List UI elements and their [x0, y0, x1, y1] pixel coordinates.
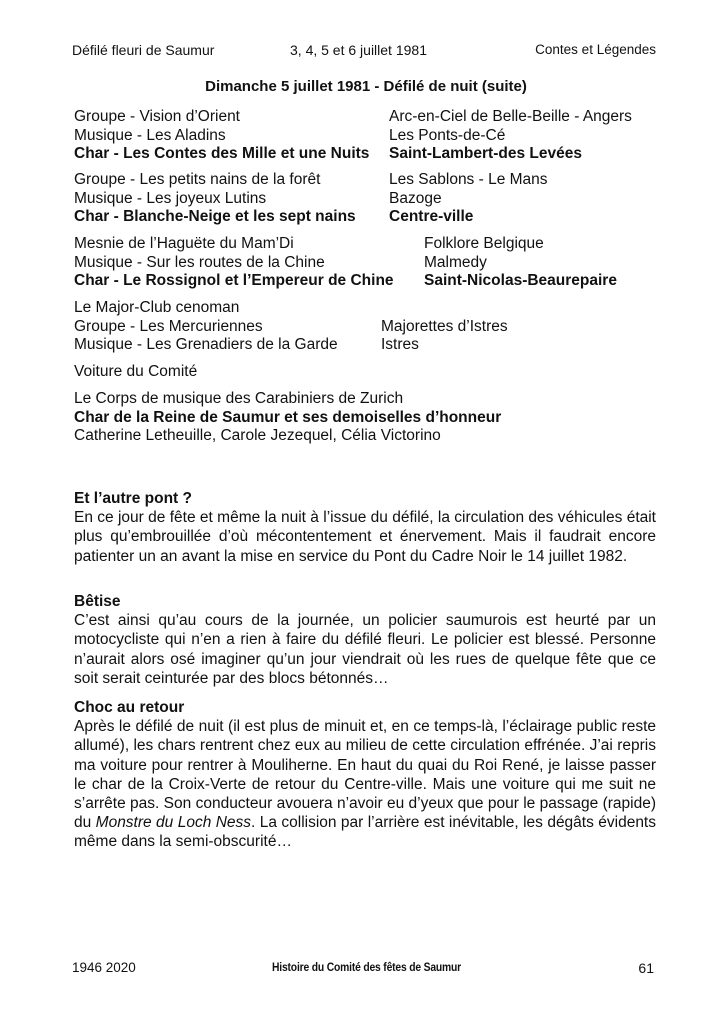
entry-left: Char - Le Rossignol et l’Empereur de Chine [74, 272, 394, 289]
page-title: Dimanche 5 juillet 1981 - Défilé de nuit (suite) [205, 78, 527, 95]
entry-left: Groupe - Les petits nains de la forêt [74, 171, 321, 188]
entry-left: Musique - Les Aladins [74, 126, 226, 144]
entry-right: Majorettes d’Istres [381, 317, 508, 335]
entry-left: Catherine Letheuille, Carole Jezequel, Célia Victorino [74, 427, 441, 444]
programme-block-1 [74, 108, 654, 164]
entry-left: Groupe - Les Mercuriennes [74, 317, 263, 335]
entry-left: Musique - Les joyeux Lutins [74, 189, 267, 207]
entry-left: Char de la Reine de Saumur et ses demoiselles d’honneur [74, 408, 502, 426]
programme-block-6 [74, 390, 654, 446]
section-autre-pont [74, 489, 656, 566]
entry-right: Les Ponts-de-Cé [389, 126, 506, 144]
entry-left: Char - Les Contes des Mille et une Nuits [74, 145, 370, 162]
entry-left: Mesnie de l’Haguëte du Mam’Di [74, 235, 294, 252]
body-text: Après le défilé de nuit (il est plus de minuit et, en ce temps-là, l’éclairage public reste allumé), les chars rentrent chez eux au milieu de cette circulation effrénée. J’ai repris ma voiture pour rentrer à Mouliherne. En haut du quai du Roi René, je laisse passer le char de la Croix-Verte de retour du Centre-ville. Mais une voiture qui me suit ne s’arrête pas. Son conducteur avouera n’avoir eu d’yeux que pour le passage (rapide) du [74, 718, 656, 832]
entry-right: Folklore Belgique [424, 235, 544, 252]
footer-years: 1946 2020 [72, 960, 136, 975]
section-heading: Bêtise [74, 593, 121, 610]
header-dates: 3, 4, 5 et 6 juillet 1981 [290, 42, 427, 58]
page-number: 61 [638, 960, 654, 976]
section-body: C’est ainsi qu’au cours de la journée, un policier saumurois est heurté par un motocycliste qui n’en a rien à faire du défilé fleuri. Le policier est blessé. Personne n’aurait alors osé imaginer qu’un jour viendrait où les rues de quelque fête que ce soit serait ceinturée par des blocs bétonnés… [74, 612, 656, 687]
section-choc-retour [74, 698, 656, 852]
body-italic: Monstre du Loch Ness [95, 814, 252, 832]
entry-left: Le Corps de musique des Carabiniers de Zurich [74, 390, 404, 407]
section-heading: Et l’autre pont ? [74, 490, 192, 507]
programme-block-5 [74, 363, 654, 382]
header-left: Défilé fleuri de Saumur [72, 42, 215, 58]
entry-right: Bazoge [389, 189, 442, 207]
programme-block-3 [74, 235, 654, 291]
entry-left: Char - Blanche-Neige et les sept nains [74, 208, 356, 225]
section-body: En ce jour de fête et même la nuit à l’issue du défilé, la circulation des véhicules était plus qu’embrouillée d’où mécontentement et énervement. Mais il faudrait encore patienter un an avant la mise en service du Pont du Cadre Noir le 14 juillet 1982. [74, 509, 656, 565]
entry-left: Musique - Les Grenadiers de la Garde [74, 336, 338, 353]
footer-title: Histoire du Comité des fêtes de Saumur [272, 960, 462, 974]
entry-left: Voiture du Comité [74, 363, 198, 380]
section-heading: Choc au retour [74, 699, 185, 716]
entry-right: Les Sablons - Le Mans [389, 171, 548, 188]
entry-right: Istres [381, 336, 419, 353]
entry-right: Arc-en-Ciel de Belle-Beille - Angers [389, 108, 632, 125]
section-body [74, 717, 656, 851]
entry-right: Saint-Nicolas-Beaurepaire [424, 272, 617, 289]
header-right: Contes et Légendes [535, 42, 656, 57]
section-betise [74, 592, 656, 688]
body-text: . La collision par l’arrière est inévitable, les dégâts évidents même dans la semi-obscurité… [74, 814, 656, 851]
entry-right: Centre-ville [389, 208, 474, 225]
entry-left: Groupe - Vision d’Orient [74, 108, 240, 125]
programme-block-2 [74, 171, 654, 227]
entry-right: Malmedy [424, 253, 487, 271]
entry-right: Saint-Lambert-des Levées [389, 145, 582, 162]
entry-left: Musique - Sur les routes de la Chine [74, 253, 325, 271]
programme-block-4 [74, 299, 654, 355]
entry-left: Le Major-Club cenoman [74, 299, 240, 316]
